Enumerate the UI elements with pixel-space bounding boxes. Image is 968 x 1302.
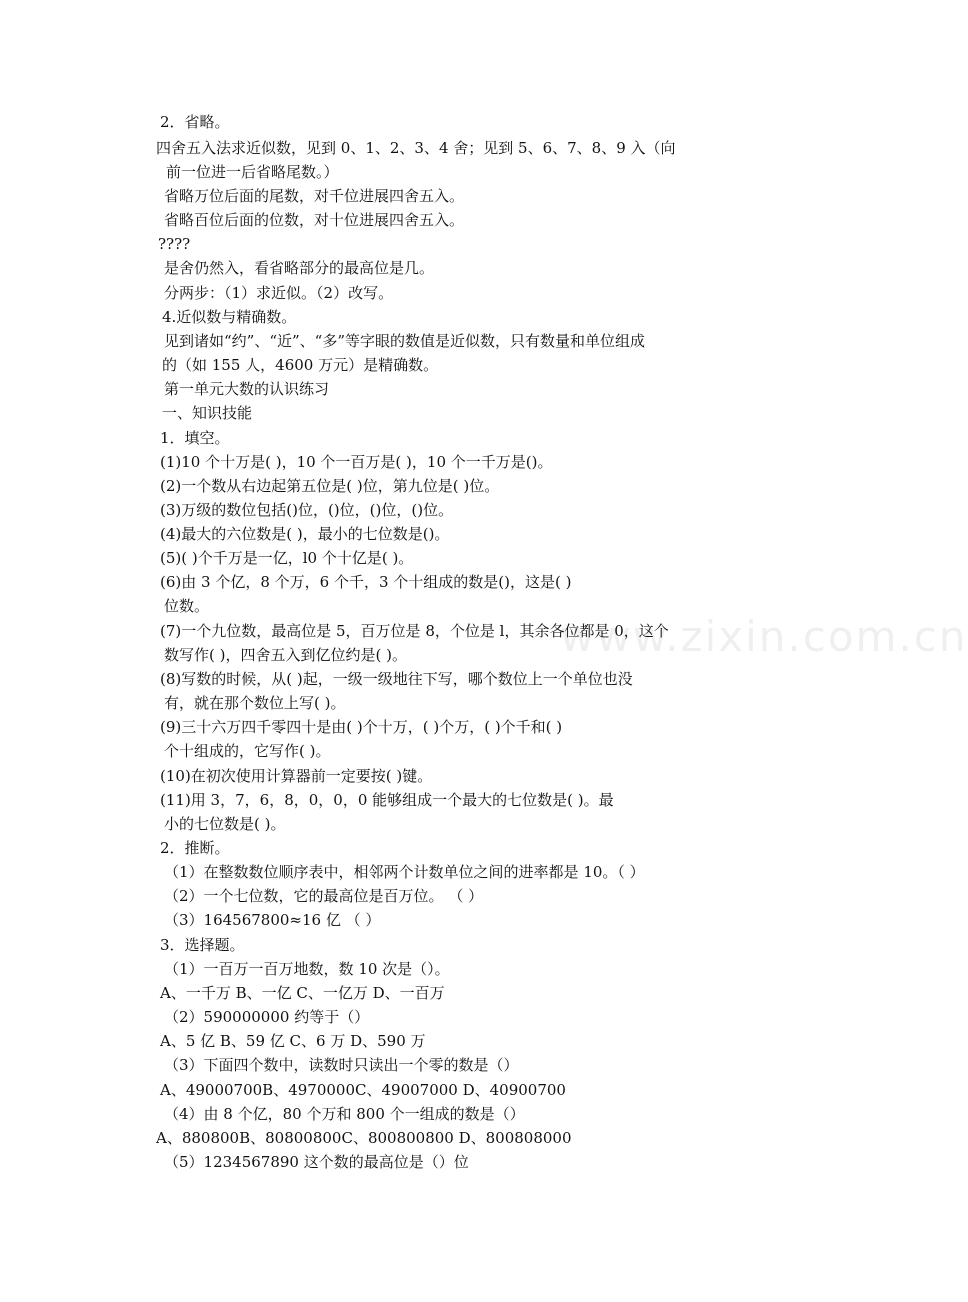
line-q1: (1)10 个十万是( )，10 个一百万是( )，10 个一千万是()。	[160, 453, 553, 471]
line-q11-cont: 小的七位数是( )。	[164, 815, 286, 833]
line-choice-1: （1）一百万一百万地数，数 10 次是（）。	[164, 960, 450, 978]
line-q3: (3)万级的数位包括()位，()位，()位，()位。	[160, 501, 454, 519]
line-rounding-rule: 四舍五入法求近似数，见到 0、1、2、3、4 舍；见到 5、6、7、8、9 入（向	[156, 139, 676, 157]
line-placeholder-question: ????	[158, 235, 191, 253]
line-omit-bai: 省略百位后面的位数，对十位进展四舍五入。	[164, 211, 465, 229]
line-section-2-heading: 2．省略。	[160, 113, 230, 131]
line-q9: (9)三十六万四千零四十是由( )个十万，( )个万，( )个千和( )	[160, 718, 563, 736]
line-q4: (4)最大的六位数是( )，最小的七位数是()。	[160, 525, 450, 543]
line-section-4-heading: 4.近似数与精确数。	[162, 308, 297, 326]
line-q7: (7)一个九位数，最高位是 5，百万位是 8，个位是 l，其余各位都是 0，这个	[160, 622, 669, 640]
line-q8-cont: 有，就在那个数位上写( )。	[164, 694, 346, 712]
line-omit-wan: 省略万位后面的尾数，对千位进展四舍五入。	[164, 187, 465, 205]
line-q7-cont: 数写作( )，四舍五入到亿位约是( )。	[164, 646, 407, 664]
line-two-steps: 分两步：（1）求近似。（2）改写。	[164, 284, 394, 302]
line-q10: (10)在初次使用计算器前一定要按( )键。	[160, 767, 433, 785]
line-rounding-tip: 是舍仍然入，看省略部分的最高位是几。	[164, 259, 435, 277]
line-choice-heading: 3．选择题。	[160, 936, 245, 954]
line-q2: (2)一个数从右边起第五位是( )位，第九位是( )位。	[160, 477, 500, 495]
line-choice-4: （4）由 8 个亿，80 个万和 800 个一组成的数是（）	[164, 1105, 525, 1123]
line-fill-blank-heading: 1．填空。	[160, 429, 230, 447]
line-choice-4-options: A、880800B、80800800C、800800800 D、800808000	[156, 1129, 572, 1147]
line-choice-3: （3）下面四个数中，读数时只读出一个零的数是（）	[164, 1056, 519, 1074]
line-choice-5: （5）1234567890 这个数的最高位是（）位	[164, 1153, 469, 1171]
line-rounding-rule-cont: 前一位进一后省略尾数。）	[166, 163, 339, 181]
line-judge-3: （3）164567800≈16 亿 （ ）	[164, 911, 381, 929]
line-unit-title: 第一单元大数的认识练习	[164, 380, 330, 398]
watermark: www.zixin.com.cn	[560, 612, 968, 661]
line-choice-2-options: A、5 亿 B、59 亿 C、6 万 D、590 万	[160, 1032, 426, 1050]
line-q9-cont: 个十组成的，它写作( )。	[164, 742, 331, 760]
line-part-one: 一、知识技能	[162, 404, 253, 422]
line-q5: (5)( )个千万是一亿，l0 个十亿是( )。	[160, 549, 414, 567]
line-choice-3-options: A、49000700B、4970000C、49007000 D、40900700	[160, 1081, 566, 1099]
line-approx-exact: 见到诸如“约”、“近”、“多”等字眼的数值是近似数，只有数量和单位组成	[164, 332, 646, 350]
line-judge-heading: 2．推断。	[160, 839, 230, 857]
line-q8: (8)写数的时候，从( )起，一级一级地往下写，哪个数位上一个单位也没	[160, 670, 633, 688]
line-choice-1-options: A、一千万 B、一亿 C、一亿万 D、一百万	[160, 984, 445, 1002]
line-q6: (6)由 3 个亿，8 个万，6 个千，3 个十组成的数是()，这是( )	[160, 573, 572, 591]
line-choice-2: （2）590000000 约等于（）	[164, 1008, 370, 1026]
line-judge-2: （2）一个七位数，它的最高位是百万位。 （ ）	[164, 887, 484, 905]
line-approx-exact-cont: 的（如 155 人，4600 万元）是精确数。	[162, 356, 439, 374]
line-q11: (11)用 3，7，6，8，0，0，0 能够组成一个最大的七位数是( )。最	[160, 791, 614, 809]
line-judge-1: （1）在整数数位顺序表中，相邻两个计数单位之间的进率都是 10。（ ）	[164, 863, 645, 881]
line-q6-cont: 位数。	[164, 597, 210, 615]
